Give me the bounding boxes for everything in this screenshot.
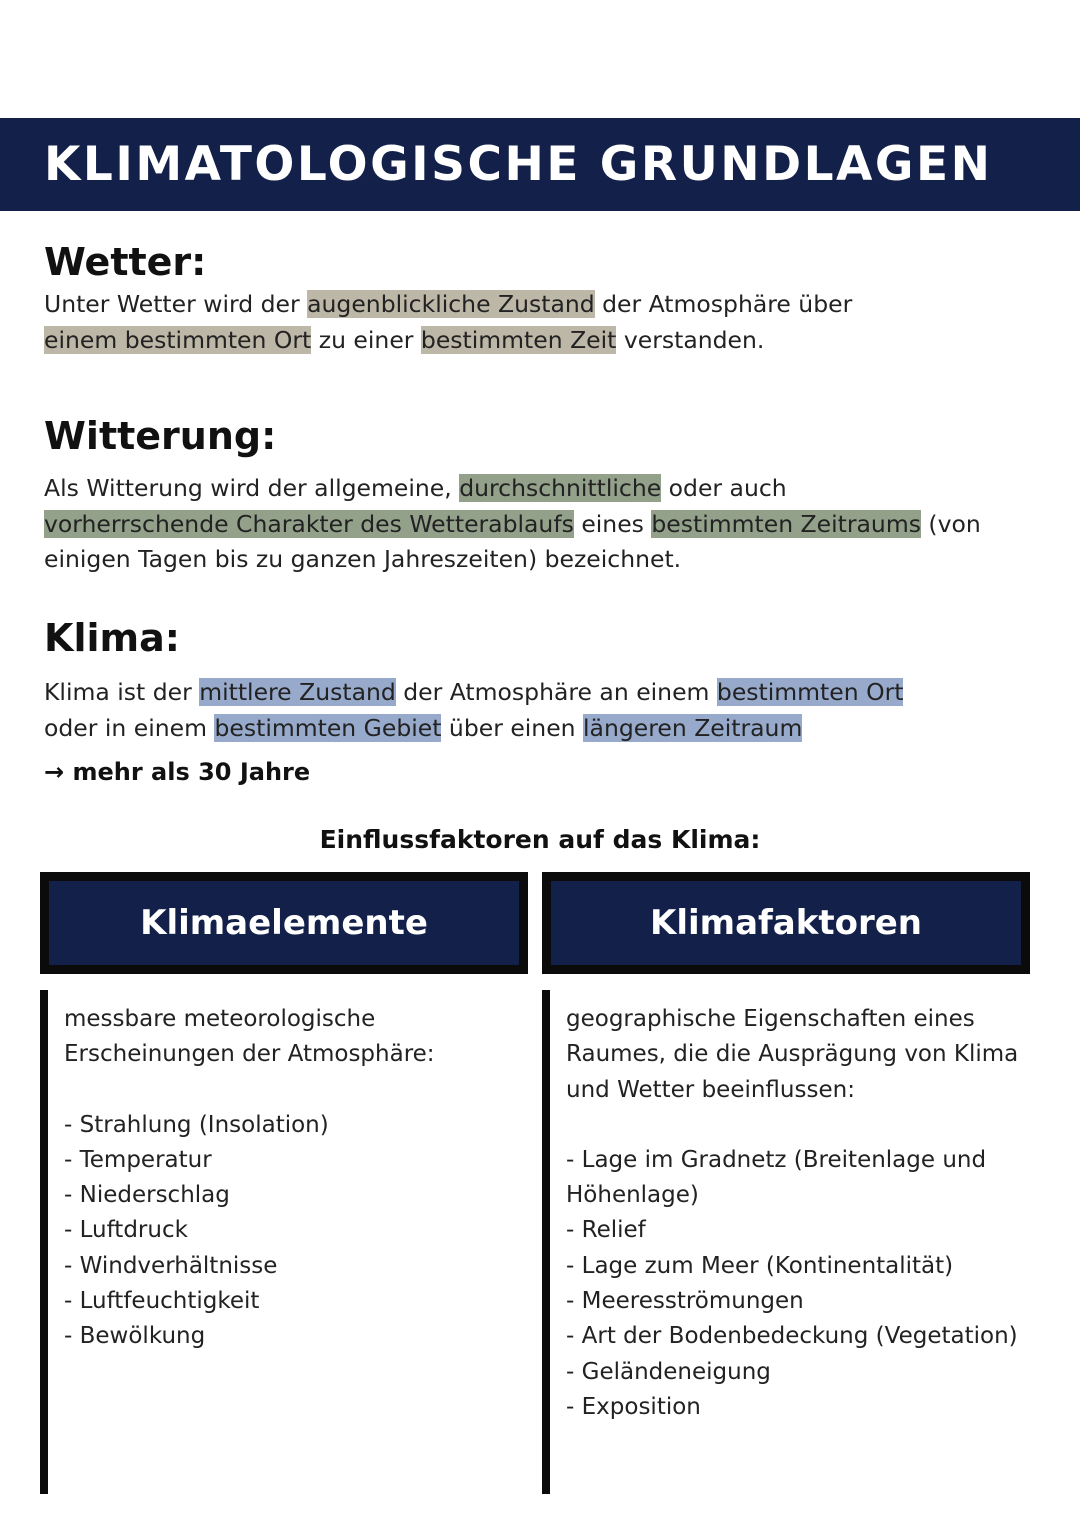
list-item: - Luftfeuchtigkeit <box>64 1284 520 1319</box>
klimaelemente-list <box>64 1108 520 1355</box>
paragraph-wetter <box>44 287 1034 358</box>
klimaelemente-column <box>40 990 520 1494</box>
highlight: einem bestimmten Ort <box>44 325 312 354</box>
highlight: längeren Zeitraum <box>583 713 803 742</box>
column-title: Klimafaktoren <box>649 903 923 943</box>
klimafaktoren-column <box>542 990 1032 1494</box>
paragraph-witterung <box>44 471 1034 578</box>
list-item: - Meeresströmungen <box>566 1284 1032 1319</box>
list-item: - Lage im Gradnetz (Breitenlage und Höhenlage) <box>566 1143 1032 1214</box>
list-item: - Exposition <box>566 1390 1032 1425</box>
highlight: bestimmten Zeit <box>420 325 617 354</box>
text: Als Witterung wird der allgemeine, <box>44 474 460 502</box>
section-heading-wetter: Wetter: <box>44 240 207 284</box>
list-item: - Bewölkung <box>64 1319 520 1354</box>
text: der Atmosphäre an einem <box>395 678 717 706</box>
highlight: bestimmten Ort <box>716 678 904 706</box>
column-description: geographische Eigenschaften eines Raumes, die die Ausprägung von Klima und Wetter beeinflussen: <box>566 1006 1019 1103</box>
text: eines <box>573 509 652 538</box>
text: oder auch <box>661 474 787 502</box>
highlight: augenblickliche Zustand <box>307 290 595 318</box>
list-item: - Lage zum Meer (Kontinentalität) <box>566 1249 1032 1284</box>
section-heading-klima: Klima: <box>44 616 180 660</box>
paragraph-klima <box>44 675 1034 746</box>
highlight: bestimmten Zeitraums <box>651 509 921 538</box>
highlight: durchschnittliche <box>459 474 662 502</box>
text: der Atmosphäre über <box>594 290 853 318</box>
list-item: - Temperatur <box>64 1143 520 1178</box>
list-item: - Windverhältnisse <box>64 1249 520 1284</box>
text: Unter Wetter wird der <box>44 290 308 318</box>
klimafaktoren-list <box>566 1143 1032 1425</box>
text: Klima ist der <box>44 678 200 706</box>
page-title: KLIMATOLOGISCHE GRUNDLAGEN <box>44 137 993 192</box>
text: über einen <box>441 713 584 742</box>
klimaelemente-header <box>40 872 528 974</box>
text: (von einigen Tagen bis zu ganzen Jahreszeiten) bezeichnet. <box>44 509 981 573</box>
factors-title: Einflussfaktoren auf das Klima: <box>319 825 761 854</box>
klima-note: → mehr als 30 Jahre <box>44 758 311 786</box>
text: verstanden. <box>616 325 765 354</box>
highlight: bestimmten Gebiet <box>214 713 442 742</box>
list-item: - Art der Bodenbedeckung (Vegetation) <box>566 1319 1032 1354</box>
highlight: vorherrschende Charakter des Wetterablaufs <box>44 509 574 538</box>
klimafaktoren-header <box>542 872 1030 974</box>
text: zu einer <box>311 325 421 354</box>
text: oder in einem <box>44 713 215 742</box>
list-item: - Luftdruck <box>64 1213 520 1248</box>
list-item: - Strahlung (Insolation) <box>64 1108 520 1143</box>
title-banner <box>0 118 1080 211</box>
highlight: mittlere Zustand <box>199 678 396 706</box>
column-description: messbare meteorologische Erscheinungen der Atmosphäre: <box>64 1006 435 1068</box>
list-item: - Relief <box>566 1213 1032 1248</box>
list-item: - Niederschlag <box>64 1178 520 1213</box>
list-item: - Geländeneigung <box>566 1355 1032 1390</box>
column-title: Klimaelemente <box>140 903 428 943</box>
section-heading-witterung: Witterung: <box>44 414 277 458</box>
